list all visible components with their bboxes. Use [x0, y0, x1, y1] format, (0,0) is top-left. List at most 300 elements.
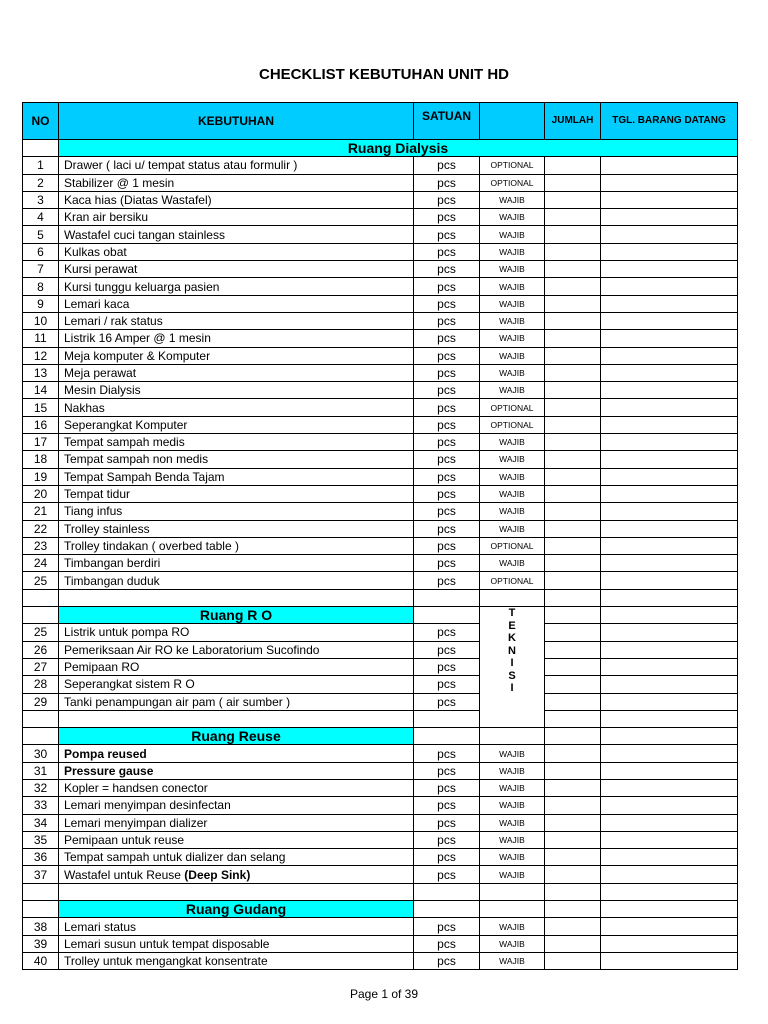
item-tgl-cell[interactable] [601, 658, 738, 675]
table-row [23, 312, 738, 329]
item-tgl-cell[interactable] [601, 416, 738, 433]
item-jumlah-cell[interactable] [545, 174, 601, 191]
item-number: 33 [23, 797, 59, 814]
section-title: Ruang Reuse [59, 728, 414, 745]
table-row [23, 935, 738, 952]
item-requirement: WAJIB [480, 434, 545, 451]
item-name-emphasis: (Deep Sink) [184, 867, 251, 882]
item-unit: pcs [414, 468, 480, 485]
table-row [23, 364, 738, 381]
item-name-cell [59, 555, 414, 572]
item-number: 12 [23, 347, 59, 364]
item-tgl-cell[interactable] [601, 157, 738, 174]
item-requirement: WAJIB [480, 312, 545, 329]
table-row [23, 330, 738, 347]
item-jumlah-cell[interactable] [545, 762, 601, 779]
item-tgl-cell[interactable] [601, 347, 738, 364]
item-jumlah-cell[interactable] [545, 382, 601, 399]
section-title: Ruang Gudang [59, 901, 414, 918]
item-unit: pcs [414, 537, 480, 554]
item-unit: pcs [414, 866, 480, 883]
table-row [23, 537, 738, 554]
item-jumlah-cell[interactable] [545, 520, 601, 537]
item-tgl-cell[interactable] [601, 849, 738, 866]
item-number: 18 [23, 451, 59, 468]
header-jumlah: JUMLAH [545, 103, 601, 140]
item-name: Stabilizer @ 1 mesin [64, 175, 175, 190]
item-unit: pcs [414, 191, 480, 208]
item-name: Lemari / rak status [64, 314, 163, 329]
item-number: 22 [23, 520, 59, 537]
item-unit: pcs [414, 624, 480, 641]
item-jumlah-cell[interactable] [545, 416, 601, 433]
table-row [23, 624, 738, 641]
table-row [23, 866, 738, 883]
header-no: NO [23, 103, 59, 140]
item-number: 39 [23, 935, 59, 952]
item-tgl-cell[interactable] [601, 745, 738, 762]
table-row [23, 555, 738, 572]
item-tgl-cell[interactable] [601, 312, 738, 329]
item-tgl-cell[interactable] [601, 624, 738, 641]
item-unit: pcs [414, 209, 480, 226]
blank-cell [480, 589, 545, 606]
item-number: 25 [23, 624, 59, 641]
item-name-cell [59, 745, 414, 762]
item-tgl-cell[interactable] [601, 537, 738, 554]
section-tgl-cell [601, 728, 738, 745]
item-name-cell [59, 676, 414, 693]
item-number: 9 [23, 295, 59, 312]
table-row [23, 416, 738, 433]
blank-cell [545, 589, 601, 606]
item-unit: pcs [414, 918, 480, 935]
table-row [23, 174, 738, 191]
item-unit: pcs [414, 382, 480, 399]
item-name: Pemipaan RO [64, 660, 140, 675]
item-name: Meja perawat [64, 366, 137, 380]
item-name: Tempat sampah untuk dializer dan selang [64, 850, 286, 865]
item-name: Listrik untuk pompa RO [64, 625, 190, 640]
table-row [23, 278, 738, 295]
blank-cell [59, 883, 414, 900]
checklist-table [22, 102, 738, 970]
table-row [23, 157, 738, 174]
table-row [23, 243, 738, 260]
item-name-cell [59, 191, 414, 208]
item-number: 25 [23, 572, 59, 589]
item-name: Nakhas [64, 400, 105, 415]
item-number: 24 [23, 555, 59, 572]
table-row [23, 382, 738, 399]
item-jumlah-cell[interactable] [545, 243, 601, 260]
item-unit: pcs [414, 434, 480, 451]
item-tgl-cell[interactable] [601, 935, 738, 952]
item-jumlah-cell[interactable] [545, 468, 601, 485]
item-jumlah-cell[interactable] [545, 503, 601, 520]
item-number: 29 [23, 693, 59, 710]
item-tgl-cell[interactable] [601, 866, 738, 883]
item-name-cell [59, 364, 414, 381]
teknisi-letter: I [510, 657, 514, 670]
section-unit-cell [414, 901, 480, 918]
item-unit: pcs [414, 295, 480, 312]
table-row [23, 676, 738, 693]
item-tgl-cell[interactable] [601, 278, 738, 295]
item-name: Tempat tidur [64, 487, 131, 502]
item-jumlah-cell[interactable] [545, 312, 601, 329]
item-tgl-cell[interactable] [601, 451, 738, 468]
item-name: Wastafel untuk Reuse [64, 867, 181, 882]
item-jumlah-cell[interactable] [545, 849, 601, 866]
item-requirement: WAJIB [480, 209, 545, 226]
header-kebutuhan: KEBUTUHAN [59, 103, 414, 140]
item-name-cell [59, 503, 414, 520]
item-name-cell [59, 312, 414, 329]
item-requirement: OPTIONAL [480, 572, 545, 589]
item-tgl-cell[interactable] [601, 952, 738, 969]
item-number: 38 [23, 918, 59, 935]
item-requirement: WAJIB [480, 745, 545, 762]
blank-cell [23, 710, 59, 727]
item-number: 6 [23, 243, 59, 260]
item-name: Trolley tindakan ( overbed table ) [64, 538, 239, 553]
blank-cell [59, 589, 414, 606]
section-title: Ruang Dialysis [59, 140, 738, 157]
blank-cell [59, 710, 414, 727]
item-unit: pcs [414, 676, 480, 693]
blank-cell [414, 589, 480, 606]
item-name: Mesin Dialysis [64, 383, 141, 398]
item-name: Tempat sampah non medis [64, 452, 209, 467]
item-unit: pcs [414, 658, 480, 675]
item-name-cell [59, 226, 414, 243]
item-jumlah-cell[interactable] [545, 918, 601, 935]
item-tgl-cell[interactable] [601, 503, 738, 520]
item-tgl-cell[interactable] [601, 295, 738, 312]
teknisi-letter: E [508, 619, 516, 632]
item-number: 27 [23, 658, 59, 675]
item-unit: pcs [414, 399, 480, 416]
item-name-cell [59, 918, 414, 935]
item-name: Lemari susun untuk tempat disposable [64, 936, 270, 951]
item-requirement: WAJIB [480, 849, 545, 866]
item-tgl-cell[interactable] [601, 693, 738, 710]
item-jumlah-cell[interactable] [545, 779, 601, 796]
item-unit: pcs [414, 693, 480, 710]
item-requirement: WAJIB [480, 866, 545, 883]
item-name-cell [59, 658, 414, 675]
item-name: Drawer ( laci u/ tempat status atau formulir ) [64, 158, 298, 173]
item-number: 8 [23, 278, 59, 295]
item-unit: pcs [414, 935, 480, 952]
item-tgl-cell[interactable] [601, 243, 738, 260]
item-name: Kursi perawat [64, 262, 138, 277]
item-jumlah-cell[interactable] [545, 485, 601, 502]
item-number: 35 [23, 831, 59, 848]
item-name-cell [59, 278, 414, 295]
item-tgl-cell[interactable] [601, 191, 738, 208]
table-row [23, 347, 738, 364]
item-unit: pcs [414, 849, 480, 866]
item-requirement: WAJIB [480, 364, 545, 381]
blank-cell [601, 883, 738, 900]
item-tgl-cell[interactable] [601, 364, 738, 381]
table-row [23, 520, 738, 537]
page-footer: Page 1 of 39 [349, 987, 419, 1001]
blank-cell [545, 710, 601, 727]
item-name-cell [59, 451, 414, 468]
item-name: Wastafel cuci tangan stainless [64, 227, 225, 242]
item-name: Pemeriksaan Air RO ke Laboratorium Sucofindo [64, 642, 320, 657]
item-name-cell [59, 814, 414, 831]
item-number: 36 [23, 849, 59, 866]
table-row [23, 261, 738, 278]
section-no-cell [23, 901, 59, 918]
item-tgl-cell[interactable] [601, 226, 738, 243]
item-unit: pcs [414, 174, 480, 191]
item-tgl-cell[interactable] [601, 174, 738, 191]
item-name: Tempat sampah medis [64, 435, 185, 450]
item-tgl-cell[interactable] [601, 485, 738, 502]
item-unit: pcs [414, 762, 480, 779]
item-number: 11 [23, 330, 59, 347]
table-row [23, 762, 738, 779]
item-number: 21 [23, 503, 59, 520]
table-row [23, 641, 738, 658]
item-number: 37 [23, 866, 59, 883]
item-name: Timbangan duduk [64, 573, 160, 588]
item-name: Seperangkat Komputer [64, 417, 188, 432]
item-jumlah-cell[interactable] [545, 555, 601, 572]
document-title: CHECKLIST KEBUTUHAN UNIT HD [259, 66, 509, 83]
header-satuan: SATUAN [414, 103, 480, 140]
item-jumlah-cell[interactable] [545, 209, 601, 226]
item-requirement: WAJIB [480, 261, 545, 278]
item-number: 2 [23, 174, 59, 191]
item-unit: pcs [414, 330, 480, 347]
item-name-cell [59, 797, 414, 814]
item-jumlah-cell[interactable] [545, 451, 601, 468]
item-jumlah-cell[interactable] [545, 624, 601, 641]
item-jumlah-cell[interactable] [545, 831, 601, 848]
item-name: Kulkas obat [64, 244, 127, 259]
item-name: Kran air bersiku [64, 210, 149, 225]
item-name-cell [59, 641, 414, 658]
item-jumlah-cell[interactable] [545, 261, 601, 278]
item-name-cell [59, 952, 414, 969]
header-blank [480, 103, 545, 140]
item-name-cell [59, 520, 414, 537]
item-name: Seperangkat sistem R O [64, 677, 195, 692]
item-name-cell [59, 485, 414, 502]
item-jumlah-cell[interactable] [545, 226, 601, 243]
item-tgl-cell[interactable] [601, 797, 738, 814]
table-row [23, 849, 738, 866]
item-jumlah-cell[interactable] [545, 797, 601, 814]
blank-cell [601, 589, 738, 606]
item-number: 3 [23, 191, 59, 208]
item-name-cell [59, 572, 414, 589]
item-number: 31 [23, 762, 59, 779]
table-row [23, 295, 738, 312]
item-unit: pcs [414, 278, 480, 295]
item-requirement: OPTIONAL [480, 416, 545, 433]
item-requirement: WAJIB [480, 520, 545, 537]
item-jumlah-cell[interactable] [545, 434, 601, 451]
table-row [23, 952, 738, 969]
table-row [23, 226, 738, 243]
item-unit: pcs [414, 797, 480, 814]
item-tgl-cell[interactable] [601, 434, 738, 451]
item-number: 40 [23, 952, 59, 969]
section-row [23, 901, 738, 918]
item-name: Tiang infus [64, 504, 123, 519]
item-jumlah-cell[interactable] [545, 330, 601, 347]
item-name-cell [59, 434, 414, 451]
item-number: 26 [23, 641, 59, 658]
table-row [23, 434, 738, 451]
item-tgl-cell[interactable] [601, 520, 738, 537]
item-tgl-cell[interactable] [601, 382, 738, 399]
item-number: 1 [23, 157, 59, 174]
item-requirement: OPTIONAL [480, 399, 545, 416]
item-jumlah-cell[interactable] [545, 191, 601, 208]
item-name-cell [59, 174, 414, 191]
item-unit: pcs [414, 485, 480, 502]
item-tgl-cell[interactable] [601, 468, 738, 485]
section-jumlah-cell [545, 607, 601, 624]
section-row [23, 140, 738, 157]
item-name: Trolley untuk mengangkat konsentrate [64, 954, 268, 969]
item-jumlah-cell[interactable] [545, 676, 601, 693]
item-number: 7 [23, 261, 59, 278]
table-row [23, 745, 738, 762]
item-requirement: WAJIB [480, 555, 545, 572]
item-requirement: WAJIB [480, 330, 545, 347]
item-requirement: WAJIB [480, 451, 545, 468]
item-requirement: OPTIONAL [480, 174, 545, 191]
item-tgl-cell[interactable] [601, 330, 738, 347]
item-requirement: WAJIB [480, 779, 545, 796]
item-jumlah-cell[interactable] [545, 399, 601, 416]
item-jumlah-cell[interactable] [545, 347, 601, 364]
item-name: Kaca hias (Diatas Wastafel) [64, 193, 212, 208]
item-requirement: WAJIB [480, 935, 545, 952]
item-jumlah-cell[interactable] [545, 641, 601, 658]
item-unit: pcs [414, 831, 480, 848]
item-name-cell [59, 243, 414, 260]
blank-cell [480, 883, 545, 900]
item-requirement: WAJIB [480, 226, 545, 243]
section-unit-cell [414, 728, 480, 745]
item-number: 32 [23, 779, 59, 796]
section-jumlah-cell [545, 901, 601, 918]
section-no-cell [23, 728, 59, 745]
blank-cell [414, 710, 480, 727]
item-jumlah-cell[interactable] [545, 157, 601, 174]
item-unit: pcs [414, 451, 480, 468]
item-number: 17 [23, 434, 59, 451]
item-name: Lemari menyimpan dializer [64, 815, 208, 830]
blank-cell [23, 589, 59, 606]
item-requirement: WAJIB [480, 278, 545, 295]
item-tgl-cell[interactable] [601, 209, 738, 226]
item-name: Listrik 16 Amper @ 1 mesin [64, 331, 211, 346]
item-name-cell [59, 209, 414, 226]
item-tgl-cell[interactable] [601, 918, 738, 935]
item-unit: pcs [414, 416, 480, 433]
item-jumlah-cell[interactable] [545, 364, 601, 381]
item-name: Kursi tunggu keluarga pasien [64, 279, 220, 294]
item-tgl-cell[interactable] [601, 779, 738, 796]
section-no-cell [23, 140, 59, 157]
item-tgl-cell[interactable] [601, 399, 738, 416]
table-row [23, 191, 738, 208]
item-jumlah-cell[interactable] [545, 935, 601, 952]
item-tgl-cell[interactable] [601, 261, 738, 278]
item-jumlah-cell[interactable] [545, 572, 601, 589]
item-jumlah-cell[interactable] [545, 278, 601, 295]
item-tgl-cell[interactable] [601, 762, 738, 779]
item-unit: pcs [414, 364, 480, 381]
item-jumlah-cell[interactable] [545, 295, 601, 312]
item-name: Lemari status [64, 919, 137, 934]
table-row [23, 693, 738, 710]
item-jumlah-cell[interactable] [545, 745, 601, 762]
table-row [23, 503, 738, 520]
item-name-cell [59, 866, 414, 883]
item-tgl-cell[interactable] [601, 555, 738, 572]
teknisi-merged-label [480, 607, 545, 728]
section-unit-cell [414, 607, 480, 624]
item-requirement: WAJIB [480, 503, 545, 520]
item-unit: pcs [414, 157, 480, 174]
item-name-cell [59, 261, 414, 278]
item-unit: pcs [414, 503, 480, 520]
item-jumlah-cell[interactable] [545, 693, 601, 710]
section-jumlah-cell [545, 728, 601, 745]
item-jumlah-cell[interactable] [545, 537, 601, 554]
item-jumlah-cell[interactable] [545, 952, 601, 969]
item-unit: pcs [414, 572, 480, 589]
item-jumlah-cell[interactable] [545, 866, 601, 883]
item-number: 30 [23, 745, 59, 762]
item-tgl-cell[interactable] [601, 831, 738, 848]
table-row [23, 797, 738, 814]
item-jumlah-cell[interactable] [545, 658, 601, 675]
section-row [23, 607, 738, 624]
item-tgl-cell[interactable] [601, 814, 738, 831]
header-tgl: TGL. BARANG DATANG [601, 103, 738, 140]
item-tgl-cell[interactable] [601, 676, 738, 693]
item-requirement: WAJIB [480, 762, 545, 779]
item-tgl-cell[interactable] [601, 572, 738, 589]
item-unit: pcs [414, 347, 480, 364]
blank-cell [23, 883, 59, 900]
item-name: Lemari menyimpan desinfectan [64, 798, 231, 813]
section-tgl-cell [601, 607, 738, 624]
item-name-cell [59, 330, 414, 347]
item-jumlah-cell[interactable] [545, 814, 601, 831]
item-name: Kopler = handsen conector [64, 781, 208, 796]
item-requirement: WAJIB [480, 295, 545, 312]
table-row [23, 209, 738, 226]
item-name-cell [59, 399, 414, 416]
table-row [23, 658, 738, 675]
item-tgl-cell[interactable] [601, 641, 738, 658]
item-name: Lemari kaca [64, 296, 130, 311]
